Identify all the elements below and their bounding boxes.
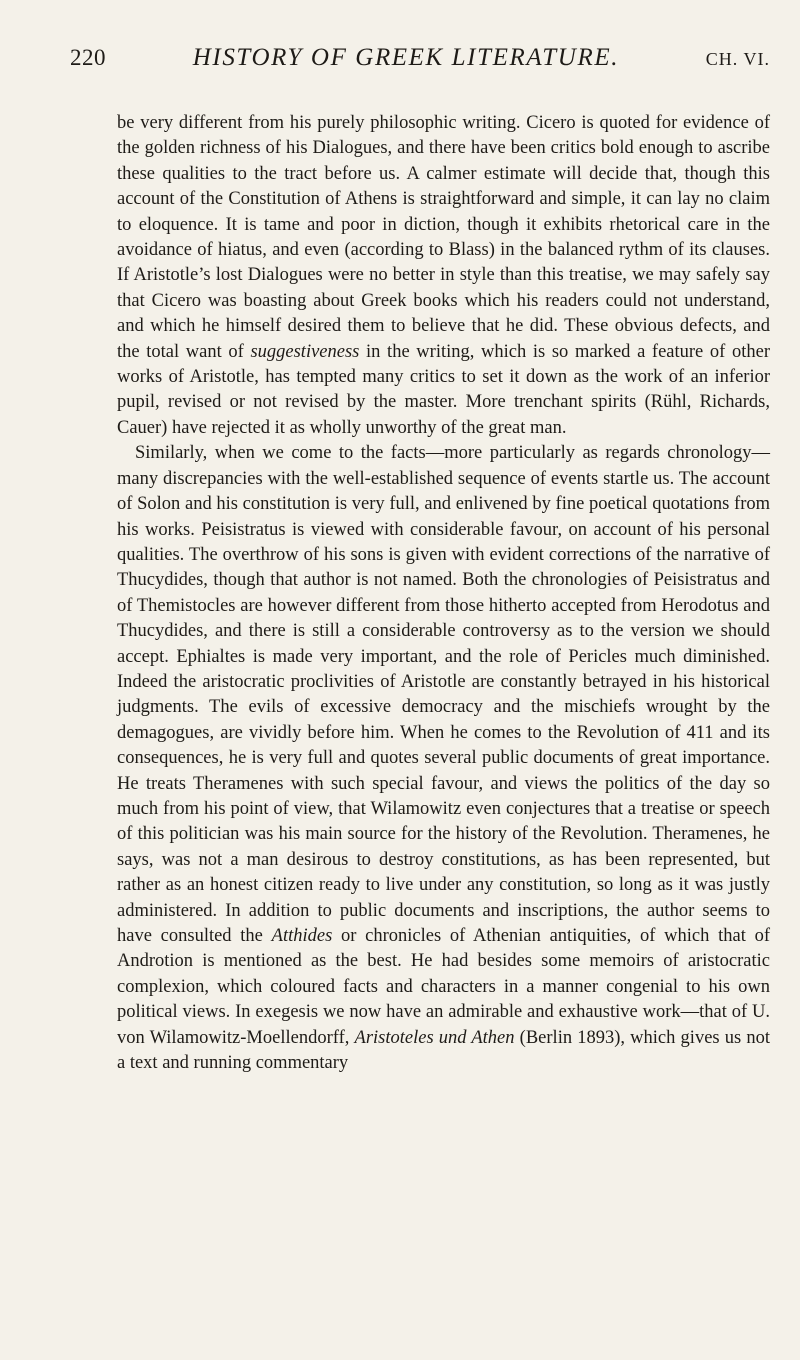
- page-header: [70, 44, 770, 84]
- text-run: in the writing, which is so marked a feature of other works of Aristotle, has tempted many critics to set it down as the work of an inferior pupil, revised or not revised by the master. More trenchant spirits (Rühl, Richards, Cauer) have rejected it as wholly unworthy of the great man.: [117, 341, 770, 438]
- text-run: or chronicles of Athenian antiquities, of which that of Androtion is mentioned as the best. He had besides some memoirs of aristocratic complexion, which coloured facts and characters in a manner congenial to his own political views. In exegesis we now have an admirable and exhaustive work—that of U. von Wilamowitz-Moellendorff,: [117, 926, 770, 1048]
- italic-book-title: Aristoteles und Athen: [354, 1027, 515, 1048]
- page-number: 220: [70, 45, 106, 70]
- paragraph: [117, 111, 770, 441]
- text-run: (Berlin 1893), which gives us not a text and running commentary: [117, 1027, 770, 1074]
- text-run: Similarly, when we come to the facts—more particularly as regards chronology—many discrepancies with the well-established sequence of events startle us. The account of Solon and his constitution is very full, and enlivened by fine poetical quotations from his works. Peisistratus is viewed with considerable favour, on account of his personal qualities. The overthrow of his sons is given with evident corrections of the narrative of Thucydides, though that author is not named. Both the chronologies of Peisistratus and of Themistocles are however different from those hitherto accepted from Herodotus and Thucydides, and there is still a considerable controversy as to the version we should accept. Ephialtes is made very important, and the role of Pericles much diminished. Indeed the aristocratic proclivities of Aristotle are constantly betrayed in his historical judgments. The evils of excessive democracy and the mischiefs wrought by the demagogues, are vividly before him. When he comes to the Revolution of 411 and its consequences, he is very full and quotes several public documents of great importance. He treats Theramenes with such special favour, and views the politics of the day so much from his point of view, that Wilamowitz even conjectures that a treatise or speech of this politician was his main source for the history of the Revolution. Theramenes, he says, was not a man desirous to destroy constitutions, as has been represented, but rather as an honest citizen ready to live under any constitution, so long as it was justly administered. In addition to public documents and inscriptions, the author seems to have consulted the: [117, 443, 770, 946]
- italic-term-atthides: Atthides: [271, 926, 333, 946]
- chapter-label: CH. VI.: [705, 49, 770, 69]
- paragraph: [117, 441, 770, 1076]
- running-title: HISTORY OF GREEK LITERATURE.: [192, 44, 620, 71]
- body-text: [117, 111, 770, 1076]
- italic-term-suggestiveness: suggestiveness: [250, 341, 360, 362]
- text-run: be very different from his purely philosophic writing. Cicero is quoted for evidence of the golden richness of his Dialogues, and there have been critics bold enough to ascribe these qualities to the tract before us. A calmer estimate will decide that, though this account of the Constitution of Athens is straightforward and simple, it can lay no claim to eloquence. It is tame and poor in diction, though it exhibits rhetorical care in the avoidance of hiatus, and even (according to Blass) in the balanced rythm of its clauses. If Aristotle’s lost Dialogues were no better in style than this treatise, we may safely say that Cicero was boasting about Greek books which his readers could not understand, and which he himself desired them to believe that he did. These obvious defects, and the total want of: [117, 113, 770, 362]
